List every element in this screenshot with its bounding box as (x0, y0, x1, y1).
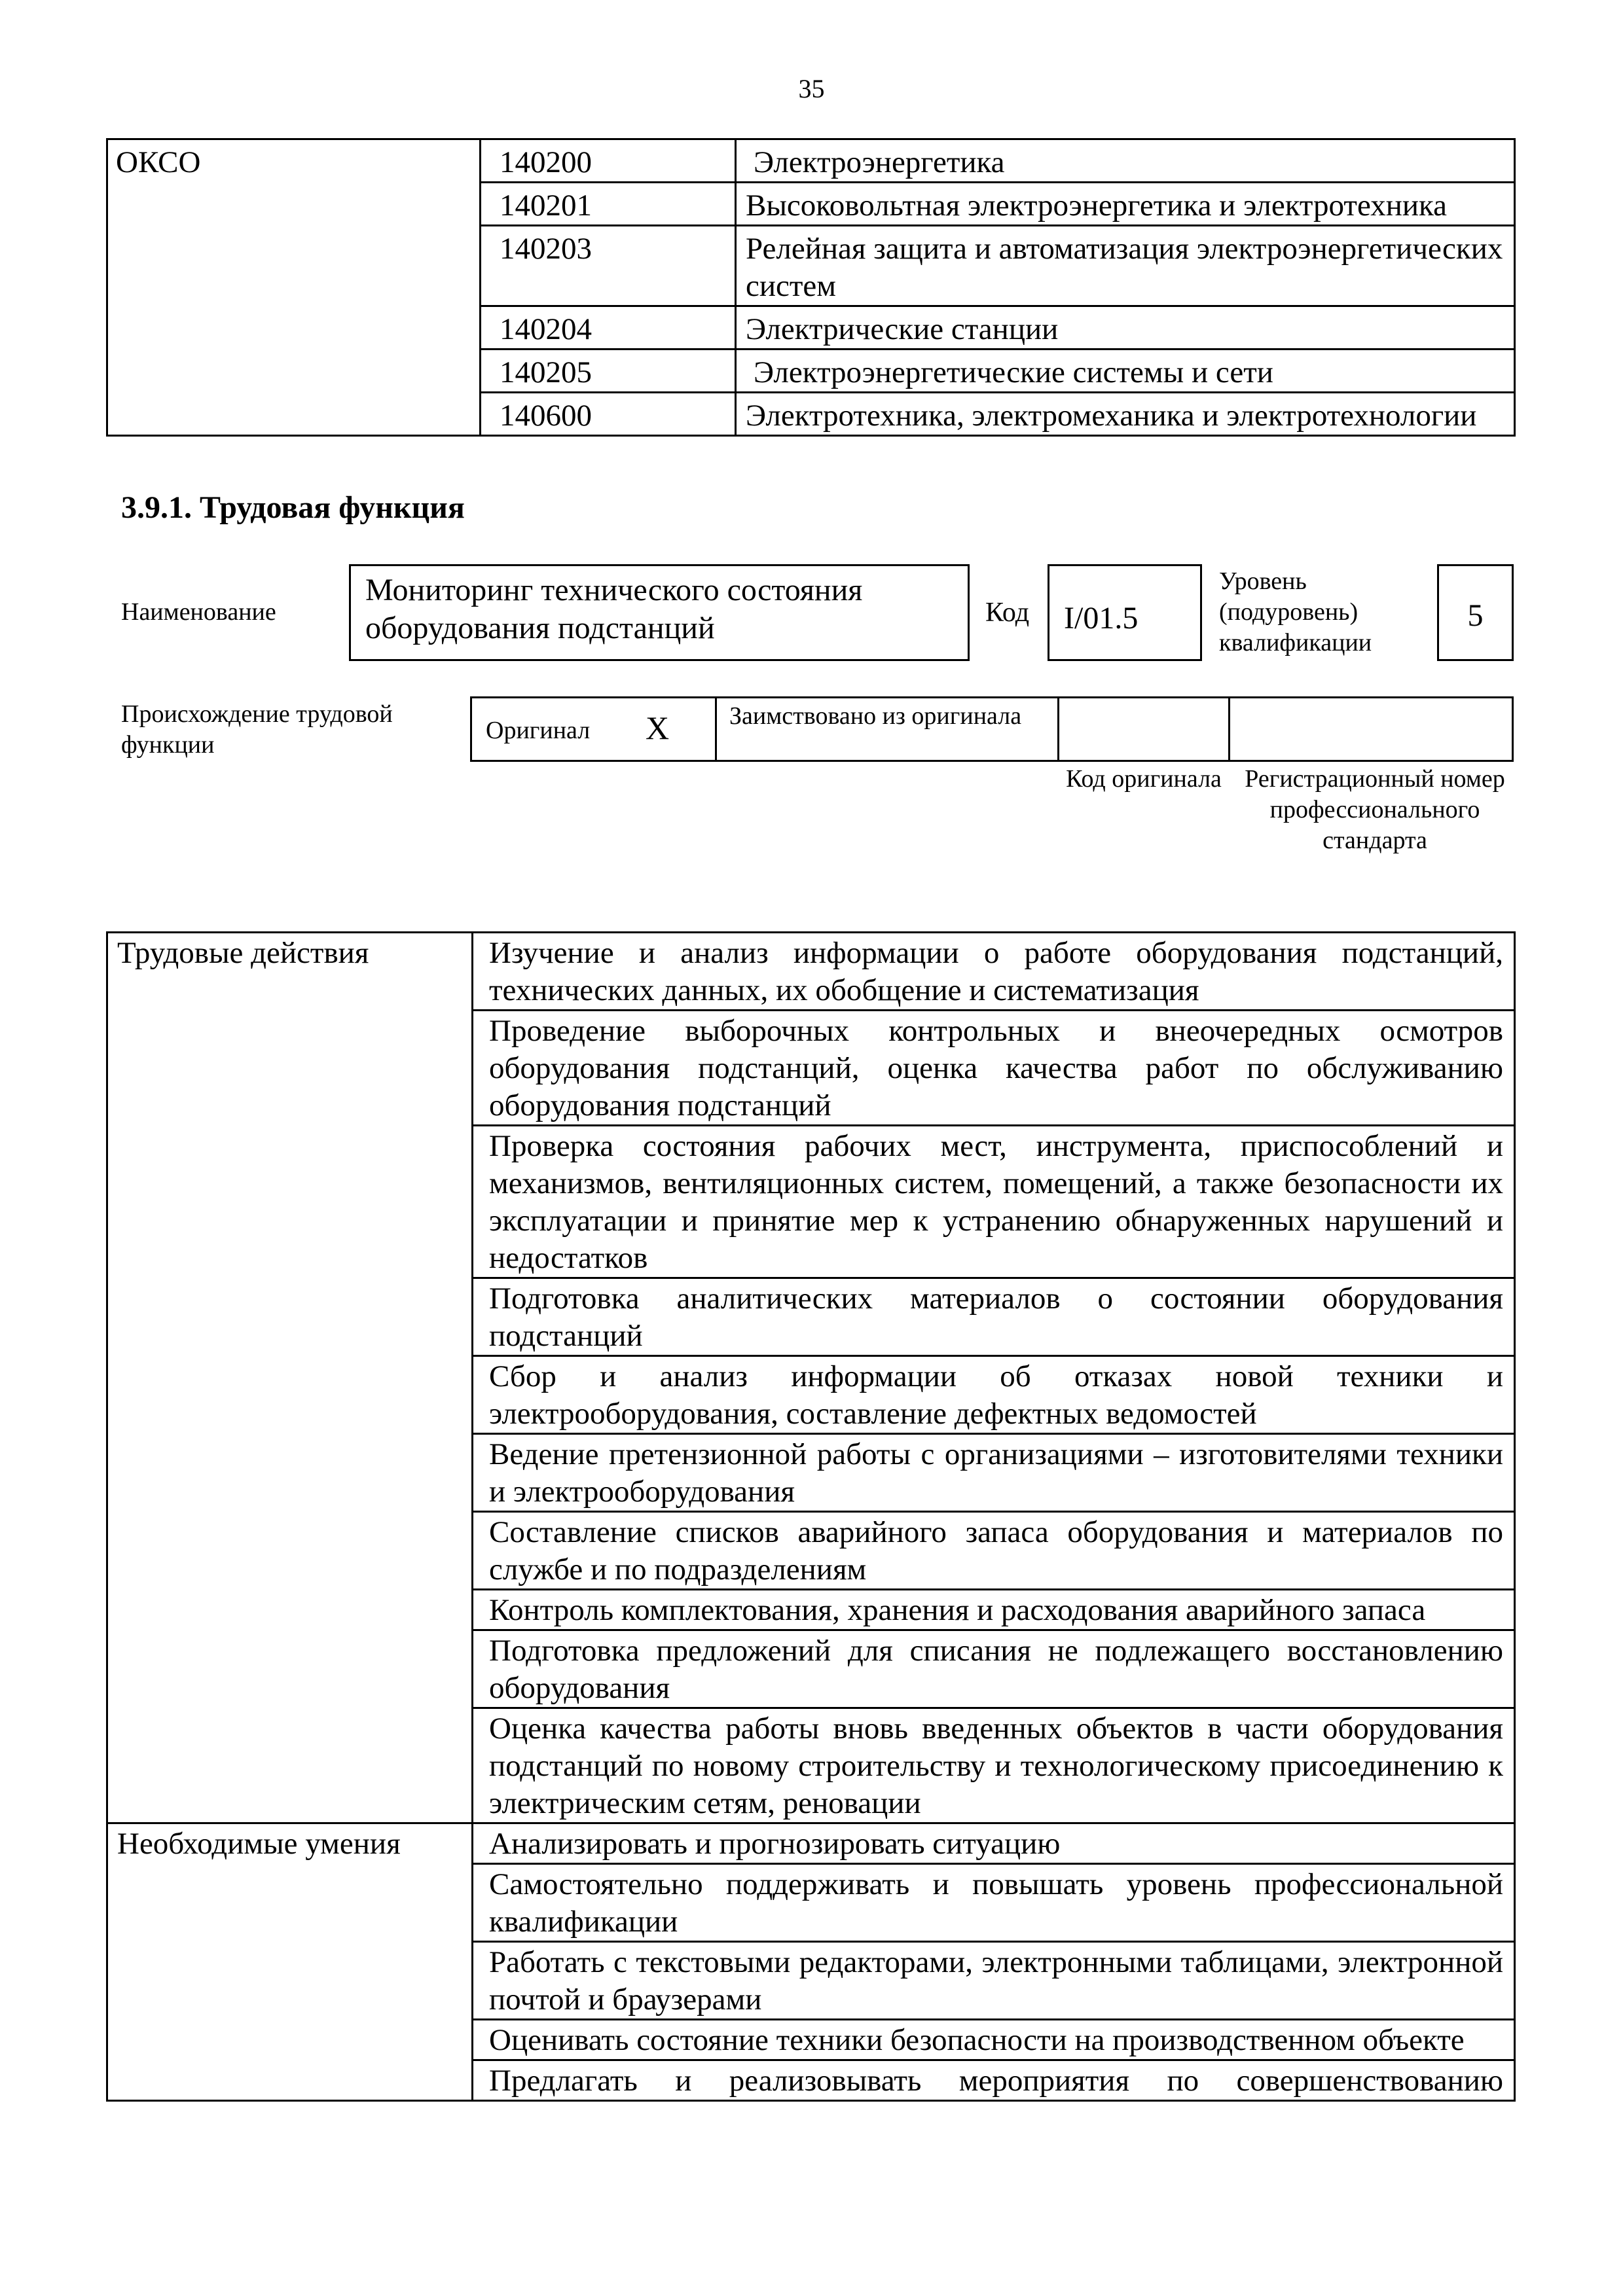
origin-label: Происхождение трудовой функции (121, 700, 393, 759)
skill-item: Оценивать состояние техники безопасности на производственном объекте (473, 2020, 1515, 2060)
code-caption: Код оригинала (1066, 765, 1222, 793)
function-name-box: Мониторинг технического состояния оборудования подстанций (349, 564, 970, 661)
labor-action-item: Ведение претензионной работы с организациями – изготовителями техники и электрооборудования (473, 1434, 1515, 1512)
original-code-box (1057, 696, 1230, 762)
okso-code: 140203 (481, 226, 736, 306)
function-code-box: I/01.5 (1048, 564, 1202, 661)
okso-table (106, 138, 1516, 437)
skill-item: Самостоятельно поддерживать и повышать уровень профессиональной квалификации (473, 1864, 1515, 1942)
page-number: 35 (798, 74, 825, 103)
okso-name: Электроэнергетические системы и сети (736, 350, 1515, 393)
skill-item: Предлагать и реализовывать мероприятия по совершенствованию (473, 2060, 1515, 2101)
labor-action-item: Составление списков аварийного запаса оборудования и материалов по службе и по подразделениям (473, 1512, 1515, 1590)
okso-name: Электрические станции (736, 306, 1515, 350)
labor-action-item: Проверка состояния рабочих мест, инструмента, приспособлений и механизмов, вентиляционных систем, помещений, а также безопасности их эксплуатации и принятие мер к устранению обнаруженных нарушений и недостатков (473, 1126, 1515, 1278)
labor-action-item: Подготовка аналитических материалов о состоянии оборудования подстанций (473, 1278, 1515, 1356)
labor-action-item: Сбор и анализ информации об отказах новой техники и электрооборудования, составление дефектных ведомостей (473, 1356, 1515, 1434)
original-mark: X (646, 709, 670, 746)
labor-actions-label: Трудовые действия (107, 933, 473, 1823)
labor-actions-table (106, 931, 1516, 2102)
code-label: Код (985, 598, 1030, 628)
original-box (470, 696, 717, 762)
okso-name: Релейная защита и автоматизация электроэнергетических систем (736, 226, 1515, 306)
okso-code: 140200 (481, 139, 736, 183)
level-label: Уровень (подуровень) квалификации (1219, 567, 1372, 656)
labor-action-item: Контроль комплектования, хранения и расходования аварийного запаса (473, 1590, 1515, 1630)
okso-name: Высоковольтная электроэнергетика и электротехника (736, 183, 1515, 226)
okso-label: ОКСО (107, 139, 481, 436)
borrowed-box: Заимствовано из оригинала (715, 696, 1059, 762)
section-title: 3.9.1. Трудовая функция (121, 490, 465, 525)
labor-action-item: Оценка качества работы вновь введенных объектов в части оборудования подстанций по новому строительству и технологическому присоединению к электрическим сетям, реновации (473, 1708, 1515, 1823)
original-label: Оригинал (486, 717, 591, 744)
name-label: Наименование (121, 598, 276, 626)
labor-action-item: Подготовка предложений для списания не подлежащего восстановлению оборудования (473, 1630, 1515, 1708)
skills-label: Необходимые умения (107, 1823, 473, 2101)
okso-code: 140204 (481, 306, 736, 350)
okso-name: Электроэнергетика (736, 139, 1515, 183)
reg-caption: Регистрационный номер профессионального стандарта (1245, 765, 1505, 854)
labor-action-item: Проведение выборочных контрольных и внеочередных осмотров оборудования подстанций, оценка качества работ по обслуживанию оборудования подстанций (473, 1011, 1515, 1126)
level-box: 5 (1437, 564, 1514, 661)
okso-code: 140205 (481, 350, 736, 393)
okso-code: 140201 (481, 183, 736, 226)
okso-code: 140600 (481, 393, 736, 436)
skill-item: Анализировать и прогнозировать ситуацию (473, 1823, 1515, 1864)
labor-action-item: Изучение и анализ информации о работе оборудования подстанций, технических данных, их обобщение и систематизация (473, 933, 1515, 1011)
okso-name: Электротехника, электромеханика и электротехнологии (736, 393, 1515, 436)
reg-number-box (1228, 696, 1514, 762)
skill-item: Работать с текстовыми редакторами, электронными таблицами, электронной почтой и браузерами (473, 1942, 1515, 2020)
